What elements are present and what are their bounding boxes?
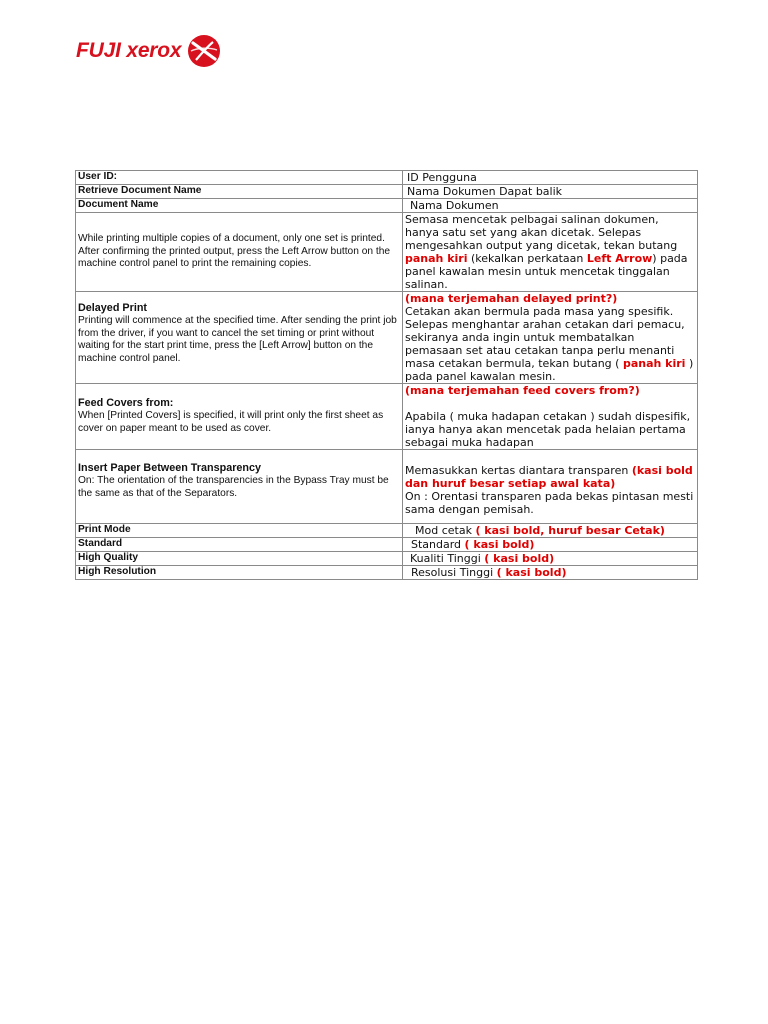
- ms-highlight: ( kasi bold, huruf besar Cetak): [475, 524, 665, 537]
- translation-table: [75, 170, 698, 580]
- ms-highlight: panah kiri: [405, 252, 468, 265]
- ms-text: Mod cetak: [415, 524, 476, 537]
- table-row: [76, 524, 698, 538]
- ms-highlight: Left Arrow: [586, 252, 653, 265]
- translator-note: (mana terjemahan feed covers from?): [405, 384, 640, 397]
- en-cell: Standard: [76, 538, 403, 552]
- table-row: [76, 538, 698, 552]
- ms-highlight: ( kasi bold): [484, 552, 555, 565]
- xerox-sphere-icon: [187, 34, 221, 68]
- table-row: [76, 450, 698, 524]
- ms-text: ) pada panel kawalan mesin.: [405, 357, 694, 383]
- ms-cell: ID Pengguna: [403, 171, 698, 185]
- section-title: Insert Paper Between Transparency: [78, 462, 262, 474]
- ms-cell: [403, 552, 698, 566]
- en-cell: Document Name: [76, 199, 403, 213]
- en-cell: High Resolution: [76, 566, 403, 580]
- en-cell: High Quality: [76, 552, 403, 566]
- table-row: [76, 185, 698, 199]
- table-row: [76, 213, 698, 292]
- logo-text: FUJI xerox: [76, 39, 182, 62]
- ms-text: (kekalkan perkataan: [467, 252, 587, 265]
- ms-cell: [403, 213, 698, 292]
- ms-cell: [403, 292, 698, 384]
- ms-highlight: ( kasi bold): [496, 566, 567, 579]
- en-cell: [76, 384, 403, 450]
- ms-cell: Nama Dokumen: [403, 199, 698, 213]
- ms-text: ) pada panel kawalan mesin untuk mencetak tinggalan salinan.: [405, 252, 688, 291]
- table-row: [76, 199, 698, 213]
- section-body: When [Printed Covers] is specified, it will print only the first sheet as cover on paper meant to be used as cover.: [78, 409, 384, 434]
- ms-highlight: ( kasi bold): [464, 538, 535, 551]
- ms-highlight: (kasi bold dan huruf besar setiap awal kata): [405, 464, 693, 490]
- section-title: Delayed Print: [78, 302, 148, 314]
- ms-text: Standard: [411, 538, 465, 551]
- table-row: [76, 171, 698, 185]
- ms-cell: [403, 524, 698, 538]
- section-body: Printing will commence at the specified time. After sending the print job from the driver, if you want to cancel the set timing or print without waiting for the start print time, press the [Left Arrow] button on the machine control panel.: [78, 314, 397, 365]
- table-row: [76, 384, 698, 450]
- ms-text: Resolusi Tinggi: [411, 566, 497, 579]
- table-row: [76, 552, 698, 566]
- ms-cell: Nama Dokumen Dapat balik: [403, 185, 698, 199]
- table-row: [76, 566, 698, 580]
- section-title: Feed Covers from:: [78, 397, 174, 409]
- ms-text: Kualiti Tinggi: [410, 552, 485, 565]
- ms-text: On : Orentasi transparen pada bekas pintasan mesti sama dengan pemisah.: [405, 490, 694, 516]
- en-cell: [76, 292, 403, 384]
- ms-text: Memasukkan kertas diantara transparen: [405, 464, 632, 477]
- ms-cell: [403, 538, 698, 552]
- table-row: [76, 292, 698, 384]
- en-cell: Print Mode: [76, 524, 403, 538]
- ms-cell: [403, 450, 698, 524]
- en-cell: While printing multiple copies of a document, only one set is printed. After confirming the printed output, press the Left Arrow button on the machine control panel to print the remaining copies.: [76, 213, 403, 292]
- fuji-xerox-logo: [76, 34, 221, 68]
- en-cell: Retrieve Document Name: [76, 185, 403, 199]
- en-cell: User ID:: [76, 171, 403, 185]
- ms-cell: [403, 384, 698, 450]
- ms-text: Semasa mencetak pelbagai salinan dokumen, hanya satu set yang akan dicetak. Selepas mengesahkan output yang dicetak, tekan butang: [405, 213, 678, 252]
- ms-text: Cetakan akan bermula pada masa yang spesifik. Selepas menghantar arahan cetakan dari pemacu, sekiranya anda ingin untuk membatalkan pemasaan set atau cetakan tanpa perlu menanti masa cetakan bermula, tekan butang (: [405, 305, 685, 370]
- ms-cell: [403, 566, 698, 580]
- en-cell: [76, 450, 403, 524]
- translator-note: (mana terjemahan delayed print?): [405, 292, 618, 305]
- ms-highlight: panah kiri: [622, 357, 686, 370]
- ms-text: Apabila ( muka hadapan cetakan ) sudah dispesifik, ianya hanya akan mencetak pada helaian pertama sebagai muka hadapan: [405, 410, 691, 449]
- section-body: On: The orientation of the transparencies in the Bypass Tray must be the same as that of the Separators.: [78, 474, 389, 499]
